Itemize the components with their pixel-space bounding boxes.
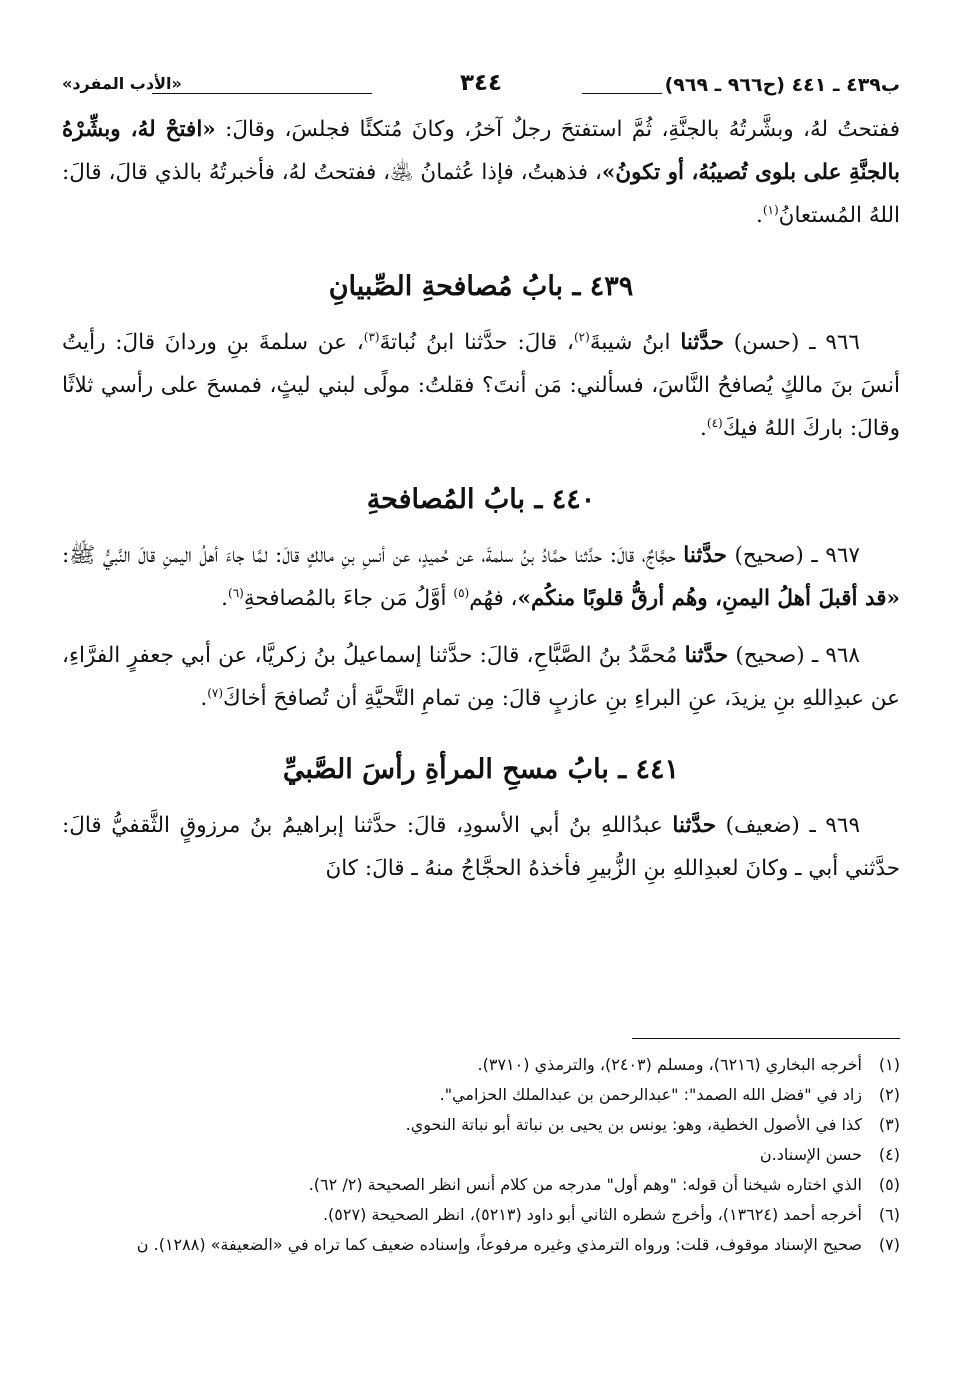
book-title: «الأدب المفرد» [62,74,182,93]
footnote-text: حسن الإسناد.ن [759,1145,862,1164]
intro-text: ففتحتُ لهُ، وبشَّرتُهُ بالجنَّةِ، ثُمَّ استفتحَ رجلٌ آخرُ، وكانَ مُتكئًا فجلسَ، وقالَ: [225,117,900,142]
footnote-ref: (٤) [706,415,723,430]
narration-keyword: حدَّثنا [684,643,729,668]
header-rule [152,93,372,94]
footnote-number: (٧) [878,1235,900,1254]
footnote-text: زاد في "فضل الله الصمد": "عبدالرحمن بن عبدالملك الحزامي". [439,1085,862,1104]
footnote-separator [632,1038,900,1039]
footnote-number: (١) [878,1055,900,1074]
hadith-967 [62,534,900,620]
hadith-text: ابنُ شيبةَ [589,330,671,355]
chapter-range: ب٤٣٩ ـ ٤٤١ (ح٩٦٦ ـ ٩٦٩) [664,74,900,96]
hadith-text: ، عن سلمةَ بنِ وردانَ قالَ: رأيتُ أنسَ بنَ مالكٍ يُصافحُ النَّاسَ، فسألني: مَن أنتَ؟ فقلتُ: مولًى لبني ليثٍ، فمسحَ على رأسي ثلاثًا وقالَ: باركَ اللهُ فيكَ [62,330,900,441]
hadith-966 [62,321,900,450]
hadith-text: . [200,686,208,711]
hadith-number: ٩٦٩ ـ [809,813,861,838]
hadith-number: ٩٦٦ ـ [809,330,860,355]
hadith-grade: (صحيح) [735,643,805,668]
book-page [62,70,900,1360]
footnote-ref: (٣) [363,329,380,344]
hadith-text: عبدُاللهِ بنُ أبي الأسودِ، قالَ: حدَّثنا إبراهيمُ بنُ مرزوقٍ الثَّقفيُّ قالَ: حدَّثني أبي ـ وكانَ لعبدِاللهِ بنِ الزُّبيرِ فأخذهُ الحجَّاجُ منهُ ـ قالَ: كانَ [62,813,900,881]
hadith-text: . [700,416,707,441]
intro-paragraph [62,108,900,237]
footnote-number: (٢) [878,1085,900,1104]
narration-keyword: حدَّثنا [680,330,724,355]
footnote-ref: (٢) [573,329,590,344]
footnote-number: (٥) [878,1175,900,1194]
hadith-number: ٩٦٧ ـ [811,543,860,568]
footnotes [62,1050,900,1260]
chapter-title-439: ٤٣٩ ـ بابُ مُصافحةِ الصِّبيانِ [328,271,634,302]
hadith-grade: (ضعيف) [725,813,800,838]
hadith-968 [62,634,900,720]
chapter-title-440: ٤٤٠ ـ بابُ المُصافحةِ [366,484,596,515]
footnote [62,1050,900,1080]
footnote-number: (٣) [878,1115,900,1134]
footnote [62,1140,900,1170]
footnote [62,1200,900,1230]
narration-keyword: حدَّثنا [672,813,717,838]
footnote-text: أخرجه البخاري (٦٢١٦)، ومسلم (٢٤٠٣)، والترمذي (٣٧١٠). [477,1055,862,1074]
hadith-text: مُحمَّدُ بنُ الصَّبَّاحِ، قالَ: حدَّثنا إسماعيلُ بنُ زكريَّا، عن أبي جعفرٍ الفرَّاءِ، عن عبدِاللهِ بنِ يزيدَ، عنِ البراءِ بنِ عازبٍ قالَ: مِن تمامِ التَّحيَّةِ أن تُصافحَ أخاكَ [62,643,900,711]
footnote-ref: (٧) [207,685,224,700]
narration-keyword: حدَّثنا [683,543,727,568]
footnote-text: صحيح الإسناد موقوف، قلت: ورواه الترمذي وغيره مرفوعاً، وإسناده ضعيف كما تراه في «الضعيفة» (١٢٨٨). ن [136,1235,862,1254]
hadith-text: . [221,586,228,611]
page-number: ٣٤٤ [459,70,503,96]
footnote-text: أخرجه أحمد (١٣٦٢٤)، وأخرج شطره الثاني أبو داود (٥٢١٣)، انظر الصحيحة (٥٢٧). [322,1205,862,1224]
footnote-number: (٤) [878,1145,900,1164]
footnote [62,1110,900,1140]
hadith-text: أوَّلُ مَن جاءَ بالمُصافحةِ [243,586,447,611]
footnote [62,1230,900,1260]
footnote-text: الذي اختاره شيخنا أن قوله: "وهم أول" مدرجه من كلام أنس انظر الصحيحة (٢/ ٦٢). [308,1175,862,1194]
footnote-number: (٦) [878,1205,900,1224]
chapter-title-441: ٤٤١ ـ بابُ مسحِ المرأةِ رأسَ الصَّبيِّ [282,754,680,785]
footnote-ref: (١) [762,202,779,217]
footnote-ref: (٦) [228,585,244,600]
footnote-ref: (٥) [453,585,470,600]
intro-text: ، فذهبتُ، فإذا عُثمانُ ﵁، ففتحتُ لهُ، فأخبرتُهُ بالذي قالَ، قالَ: اللهُ المُستعانُ [62,160,900,228]
hadith-grade: (حسن) [733,330,800,355]
page-header [62,70,900,104]
footnote-text: كذا في الأصول الخطية، وهو: يونس بن يحيى بن نباتة أبو نباتة النحوي. [405,1115,862,1134]
hadith-text: حجَّاجٌ، قالَ: حدَّثنا حمَّادُ بنُ سلمةَ، عن حُميدٍ، عن أنسِ بنِ مالكٍ قالَ: لمَّا جاءَ أهلُ اليمنِ قالَ النَّبيُّ ﷺ: [62,543,676,568]
prophetic-quote: «قد أقبلَ أهلُ اليمنِ، وهُم أرقُّ قلوبًا منكُم» [517,586,900,611]
intro-text: . [755,203,763,228]
hadith-grade: (صحيح) [734,543,804,568]
footnote [62,1170,900,1200]
hadith-text: ، قالَ: حدَّثنا ابنُ نُباتةَ [379,330,574,355]
prophetic-quote: «افتحْ لهُ، وبشِّرْهُ بالجنَّةِ على بلوى تُصيبُهُ، أو تكونُ» [62,117,900,185]
footnote [62,1080,900,1110]
hadith-text: ، فهُم [469,586,518,611]
hadith-969 [62,804,900,890]
hadith-number: ٩٦٨ ـ [811,643,860,668]
